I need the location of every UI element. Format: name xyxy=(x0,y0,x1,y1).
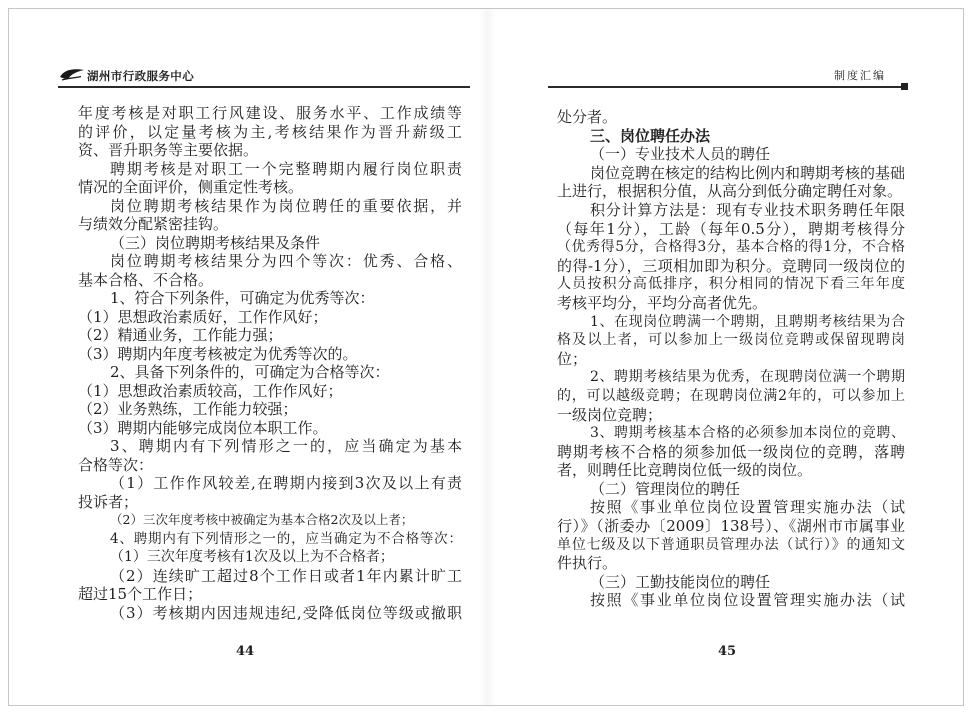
text-line: 1、符合下列条件，可确定为优秀等次： xyxy=(110,289,375,307)
chapter-heading: 三、岗位聘任办法 xyxy=(590,126,711,145)
text-line: 处分者。 xyxy=(557,108,618,126)
left-header-title: 湖州市行政服务中心 xyxy=(87,69,195,83)
text-line: 投诉者； xyxy=(78,492,139,511)
left-header-rule xyxy=(58,86,470,88)
text-line: 3、聘期考核基本合格的必须参加本岗位的竞聘、 xyxy=(590,425,905,442)
text-line: 与绩效分配紧密挂钩。 xyxy=(78,215,229,233)
text-line: 上进行，根据积分值，从高分到低分确定聘任对象。 xyxy=(557,182,903,201)
text-line: 合格等次： xyxy=(78,455,154,474)
text-line: 人员按积分高低排序，积分相同的情况下看三年年度 xyxy=(557,276,905,293)
right-header-title: 制度汇编 xyxy=(834,69,886,82)
text-line: 单位七级及以下普通职员管理办法（试行）》的通知文 xyxy=(557,536,905,553)
section-heading: （三）岗位聘期考核结果及条件 xyxy=(110,233,321,252)
text-line: 基本合格、不合格。 xyxy=(78,270,214,289)
text-line: （优秀得5分，合格得3分，基本合格的得1分，不合格 xyxy=(557,239,905,256)
text-line: 行）》（浙委办〔2009〕138号）、《湖州市市属事业 xyxy=(557,517,905,536)
text-line: 岗位聘期考核结果分为四个等次：优秀、合格、 xyxy=(110,252,462,270)
text-line: 4、聘期内有下列情形之一的，应当确定为不合格等次： xyxy=(110,530,462,547)
right-header-rule xyxy=(548,86,905,88)
text-line: 考核平均分，平均分高者优先。 xyxy=(557,293,768,312)
list-item: （3）聘期内能够完成岗位本职工作。 xyxy=(78,418,328,437)
text-line: 格及以上者，可以参加上一级岗位竞聘或保留现聘岗 xyxy=(557,332,905,349)
text-line: 3、聘期内有下列情形之一的，应当确定为基本 xyxy=(110,437,462,455)
text-line: 积分计算方法是：现有专业技术职务聘任年限 xyxy=(590,200,905,219)
list-item: （1）思想政治素质好，工作作风好； xyxy=(78,307,328,326)
list-item: （3）聘期内年度考核被定为优秀等次的。 xyxy=(78,344,358,363)
right-page-number: 45 xyxy=(717,644,737,659)
list-item: （1）三次年度考核有1次及以上为不合格者； xyxy=(110,549,394,565)
text-line: （每年1分），工龄（每年0.5分），聘期考核得分 xyxy=(557,219,905,238)
text-line: 年度考核是对职工行风建设、服务水平、工作成绩等 xyxy=(78,104,462,122)
right-page-body xyxy=(557,108,905,610)
text-line: 按照《事业单位岗位设置管理实施办法（试 xyxy=(590,498,905,517)
header-square-mark xyxy=(901,83,908,90)
left-page-body xyxy=(78,104,462,622)
left-page-number: 44 xyxy=(235,644,255,659)
text-line: 资、晋升职务等主要依据。 xyxy=(78,141,259,159)
text-line: 的得-1分），三项相加即为积分。竞聘同一级岗位的 xyxy=(557,256,905,275)
section-heading: （三）工勤技能岗位的聘任 xyxy=(590,572,771,591)
list-item: （3）考核期内因违规违纪,受降低岗位等级或撤职 xyxy=(110,603,462,622)
text-line: 1、在现岗位聘满一个聘期，且聘期考核结果为合 xyxy=(590,313,905,330)
list-item: （2）三次年度考核中被确定为基本合格2次及以上者； xyxy=(110,512,414,527)
list-item: （2）业务熟练，工作能力较强； xyxy=(78,400,298,418)
section-heading: （二）管理岗位的聘任 xyxy=(590,479,741,498)
text-line: 位； xyxy=(557,349,588,368)
text-line: 者，则聘任比竞聘岗位低一级的岗位。 xyxy=(557,461,813,480)
text-line: 岗位竞聘在核定的结构比例内和聘期考核的基础 xyxy=(590,163,905,182)
text-line: 的，可以越级竞聘；在现聘岗位满2年的，可以参加上 xyxy=(557,387,905,404)
text-line: 情况的全面评价，侧重定性考核。 xyxy=(78,178,304,196)
text-line: 的评价，以定量考核为主,考核结果作为晋升薪级工 xyxy=(78,122,462,141)
center-gutter xyxy=(478,9,496,705)
text-line: 聘期考核是对职工一个完整聘期内履行岗位职责 xyxy=(110,159,462,178)
text-line: 件执行。 xyxy=(557,554,618,573)
text-line: 按照《事业单位岗位设置管理实施办法（试 xyxy=(590,591,905,610)
text-line: 2、具备下列条件的，可确定为合格等次： xyxy=(110,363,390,381)
section-heading: （一）专业技术人员的聘任 xyxy=(590,145,771,164)
text-line: 一级岗位竞聘； xyxy=(557,405,663,424)
text-line: 超过15个工作日； xyxy=(78,585,203,603)
text-line: 2、聘期考核结果为优秀，在现聘岗位满一个聘期 xyxy=(590,369,905,386)
list-item: （1）思想政治素质较高，工作作风好； xyxy=(78,381,343,400)
list-item: （2）连续旷工超过8个工作日或者1年内累计旷工 xyxy=(110,566,462,585)
list-item: （1）工作作风较差,在聘期内接到3次及以上有责 xyxy=(110,474,462,492)
list-item: （2）精通业务，工作能力强； xyxy=(78,326,283,344)
boat-emblem-icon xyxy=(59,67,85,82)
text-line: 岗位聘期考核结果作为岗位聘任的重要依据，并 xyxy=(110,196,462,215)
text-line: 聘期考核不合格的须参加低一级岗位的竞聘，落聘 xyxy=(557,442,905,461)
